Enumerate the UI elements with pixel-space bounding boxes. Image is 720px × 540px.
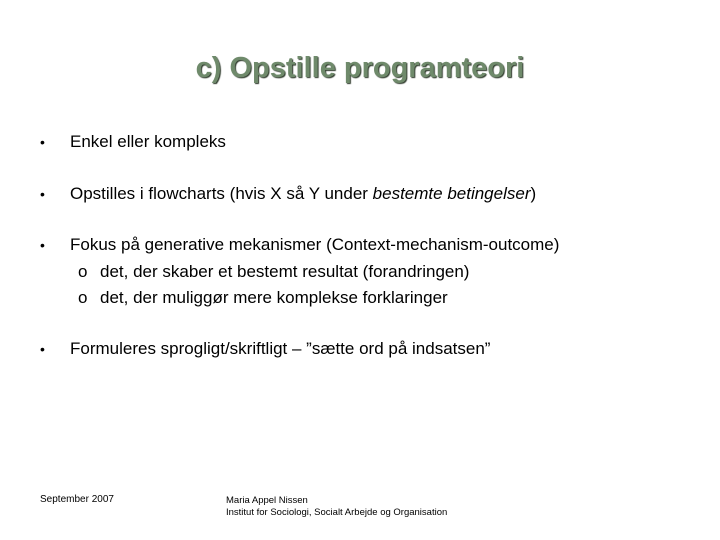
slide-title: c) Opstille programteori <box>195 52 525 84</box>
bullet-text: Formuleres sprogligt/skriftligt – ”sætte ord på indsatsen” <box>70 339 491 358</box>
bullet-text <box>70 184 536 204</box>
bullet-text: Enkel eller kompleks <box>70 132 226 151</box>
bullet-marker: • <box>40 237 45 253</box>
sub-item-text: det, der skaber et bestemt resultat (forandringen) <box>100 262 470 281</box>
sub-item-text: det, der muliggør mere komplekse forklaringer <box>100 288 448 307</box>
footer-author-block <box>226 495 447 519</box>
bullet-marker: • <box>40 186 45 202</box>
footer-author: Maria Appel Nissen <box>226 495 308 506</box>
footer-institution: Institut for Sociologi, Socialt Arbejde og Organisation <box>226 507 448 518</box>
footer-date: September 2007 <box>40 494 114 505</box>
bullet-marker: • <box>40 341 45 357</box>
sub-item <box>78 262 469 282</box>
bullet-marker: • <box>40 134 45 150</box>
bullet-text: Fokus på generative mekanismer (Context-mechanism-outcome) <box>70 235 560 254</box>
bullet-text-italic: bestemte betingelser <box>372 184 531 203</box>
bullet-text-part: ) <box>530 184 537 203</box>
sub-marker: o <box>78 262 88 281</box>
sub-item <box>78 288 448 308</box>
sub-marker: o <box>78 288 88 307</box>
bullet-text-part: Opstilles i flowcharts (hvis X så Y under <box>70 184 373 203</box>
